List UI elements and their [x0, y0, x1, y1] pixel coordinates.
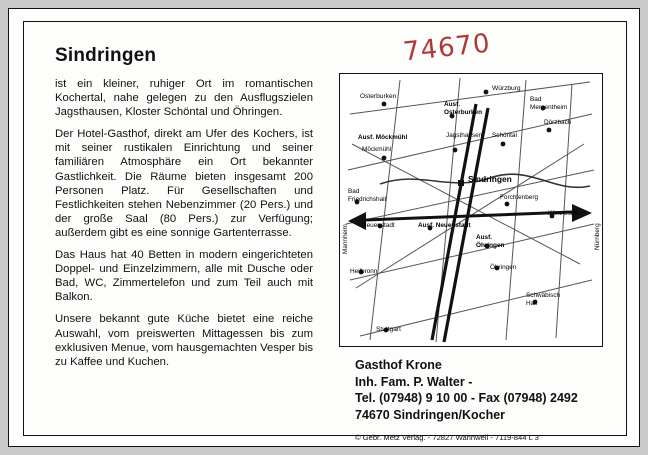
address-line-owner: Inh. Fam. P. Walter - — [355, 374, 473, 389]
paragraph-4: Unsere bekannt gute Küche bietet eine reiche Auswahl, vom preiswerten Mittagessen bis zum exklusiven Menue, vom hausgemachten Vesper bis zu Kaffee und Kuchen. — [55, 313, 313, 368]
map-label-stuttgart: Stuttgart — [376, 326, 401, 333]
postcard — [8, 8, 640, 447]
map-label-jagsthausen: Jagsthausen — [446, 132, 483, 139]
map-label-heilbronn: Heilbronn — [350, 268, 378, 275]
map-label-schoental: Schöntal — [492, 132, 517, 139]
map-label-mannheim: Mannheim — [342, 224, 349, 254]
address-line-phone: Tel. (07948) 9 10 00 - Fax (07948) 2492 — [355, 391, 578, 405]
address-line-city: 74670 Sindringen/Kocher — [355, 407, 506, 422]
map-label-wuerzburg: Würzburg — [492, 85, 521, 92]
location-map — [339, 73, 603, 347]
map-label-doerzbach: Dörzbach — [544, 119, 572, 126]
map-label-ausf-oehringen: Ausf. Öhringen — [476, 234, 505, 249]
map-label-osterburken: Osterburken — [360, 93, 397, 100]
map-label-moeckmuehl: Möckmühl — [362, 146, 392, 153]
map-label-oehringen: Öhringen — [490, 264, 517, 271]
map-label-bad-mergentheim: Bad Mergentheim — [530, 96, 568, 111]
paragraph-2: Der Hotel-Gasthof, direkt am Ufer des Kochers, ist mit seiner rustikalen Einrichtung und seiner familiären Atmosphäre ein Ort bekannter Gastlichkeit. Die Räume bieten insgesamt 200 Personen Platz. Für Gesellschaften und Festlichkeiten stehen Nebenzimmer (20 Pers.) und der große Saal (80 Pers.) zur Verfügung; außerdem gibt es eine sonnige Gartenterrasse. — [55, 128, 313, 239]
map-label-forchtenberg: Forchtenberg — [500, 194, 539, 201]
paragraph-1: ist ein kleiner, ruhiger Ort im romantischen Kochertal, nahe gelegen zu den Ausflugszielen Jagsthausen, Kloster Schöntal und Öhringen. — [55, 78, 313, 119]
map-labels — [340, 74, 602, 346]
map-label-ausf-moeckmuehl: Ausf. Möckmühl — [358, 134, 408, 141]
map-label-neuenstadt: Neuenstadt — [362, 222, 395, 229]
map-label-nuernberg: Nürnberg — [594, 223, 601, 250]
map-label-sindringen: Sindringen — [468, 174, 512, 184]
address-line-name: Gasthof Krone — [355, 358, 442, 372]
map-label-ausf-osterburken: Ausf. Osterburken — [444, 101, 483, 116]
map-label-bad-friedrichshall: Bad Friedrichshall — [348, 188, 387, 203]
page-title: Sindringen — [55, 45, 157, 66]
map-label-ausf-neuenstadt: Ausf. Neuenstadt — [418, 222, 471, 229]
handwritten-postcode: 74670 — [401, 28, 493, 68]
description-text — [55, 77, 313, 377]
paragraph-3: Das Haus hat 40 Betten in modern eingerichteten Doppel- und Einzelzimmern, alle mit Dusche oder Bad, WC, Zimmertelefon und zum Teil auch mit Balkon. — [55, 249, 313, 304]
map-label-kuenzelsau: Künzelsau — [548, 210, 578, 217]
business-address — [355, 357, 625, 423]
publisher-imprint: © Gebr. Metz Verlag. - 72827 Wannweil - 7119-844 L 3 — [355, 433, 539, 442]
map-label-schwaebisch-hall: Schwäbisch Hall — [526, 292, 561, 307]
